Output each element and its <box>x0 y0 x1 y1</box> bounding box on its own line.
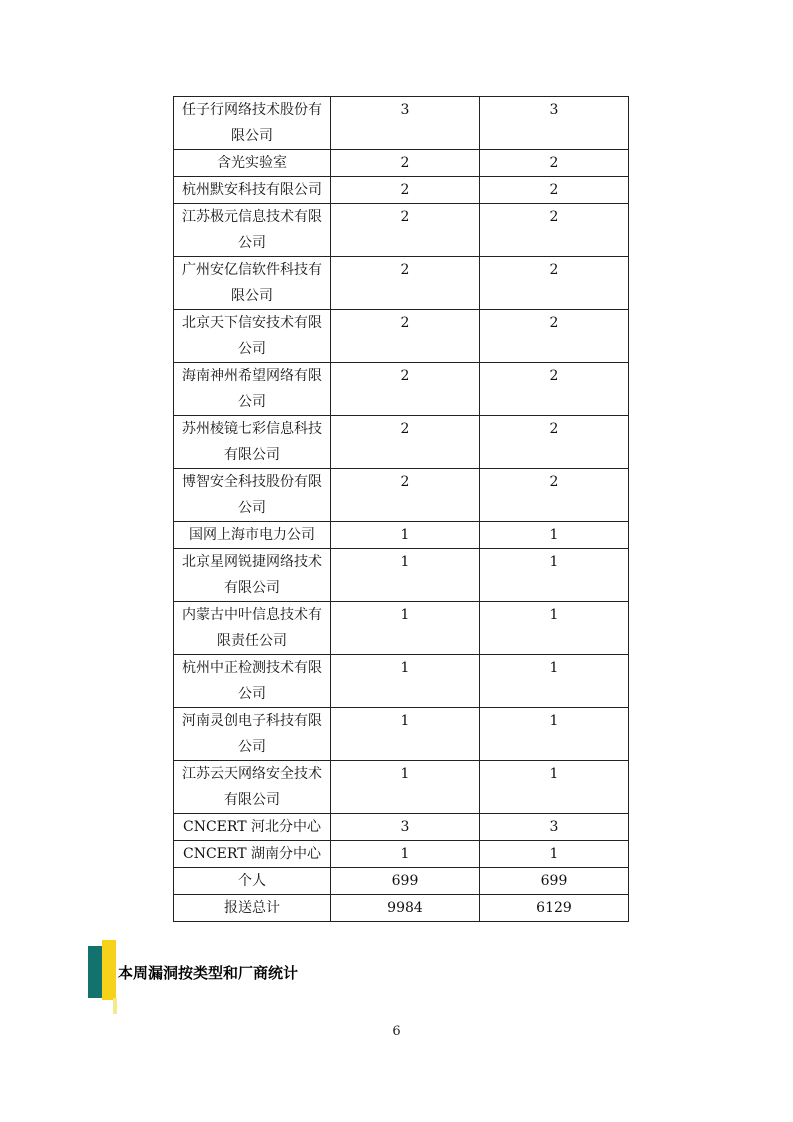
table-row <box>174 761 629 814</box>
count-cell-2: 1 <box>480 841 629 868</box>
count-cell-1: 2 <box>331 204 480 257</box>
count-cell-2: 3 <box>480 814 629 841</box>
heading-accent-yellow-tail <box>113 998 117 1014</box>
count-cell-2: 2 <box>480 416 629 469</box>
reporter-name-cell: 杭州中正检测技术有限公司 <box>174 655 331 708</box>
table-row <box>174 257 629 310</box>
reporter-name-cell: 内蒙古中叶信息技术有限责任公司 <box>174 602 331 655</box>
count-cell-2: 1 <box>480 522 629 549</box>
table-row <box>174 549 629 602</box>
page-number: 6 <box>392 1024 401 1039</box>
count-cell-1: 9984 <box>331 895 480 922</box>
count-cell-1: 1 <box>331 761 480 814</box>
table-row <box>174 708 629 761</box>
vendor-report-table-body <box>174 97 629 922</box>
count-cell-1: 2 <box>331 310 480 363</box>
table-row <box>174 416 629 469</box>
reporter-name-cell: 含光实验室 <box>174 150 331 177</box>
reporter-name-cell: 任子行网络技术股份有限公司 <box>174 97 331 150</box>
count-cell-1: 3 <box>331 97 480 150</box>
reporter-name-cell: CNCERT 河北分中心 <box>174 814 331 841</box>
table-row <box>174 150 629 177</box>
count-cell-2: 2 <box>480 204 629 257</box>
count-cell-2: 1 <box>480 761 629 814</box>
count-cell-1: 3 <box>331 814 480 841</box>
count-cell-1: 1 <box>331 549 480 602</box>
count-cell-1: 2 <box>331 177 480 204</box>
heading-accent-yellow-bar <box>102 940 116 1000</box>
count-cell-2: 1 <box>480 602 629 655</box>
table-row <box>174 814 629 841</box>
vendor-report-table <box>173 96 629 922</box>
reporter-name-cell: 北京天下信安技术有限公司 <box>174 310 331 363</box>
table-row <box>174 97 629 150</box>
reporter-name-cell: 博智安全科技股份有限公司 <box>174 469 331 522</box>
reporter-name-cell: 海南神州希望网络有限公司 <box>174 363 331 416</box>
count-cell-1: 1 <box>331 602 480 655</box>
count-cell-2: 1 <box>480 549 629 602</box>
count-cell-1: 699 <box>331 868 480 895</box>
table-row <box>174 895 629 922</box>
count-cell-2: 699 <box>480 868 629 895</box>
reporter-name-cell: 杭州默安科技有限公司 <box>174 177 331 204</box>
table-row <box>174 602 629 655</box>
count-cell-2: 2 <box>480 177 629 204</box>
count-cell-1: 1 <box>331 522 480 549</box>
table-row <box>174 868 629 895</box>
table-row <box>174 469 629 522</box>
count-cell-1: 2 <box>331 363 480 416</box>
count-cell-2: 2 <box>480 363 629 416</box>
reporter-name-cell: 苏州棱镜七彩信息科技有限公司 <box>174 416 331 469</box>
table-row <box>174 655 629 708</box>
count-cell-1: 2 <box>331 150 480 177</box>
count-cell-2: 3 <box>480 97 629 150</box>
heading-accent-teal-bar <box>88 946 102 998</box>
count-cell-2: 2 <box>480 469 629 522</box>
table-row <box>174 177 629 204</box>
count-cell-1: 1 <box>331 841 480 868</box>
table-row <box>174 522 629 549</box>
count-cell-1: 2 <box>331 257 480 310</box>
table-row <box>174 841 629 868</box>
table-row <box>174 204 629 257</box>
reporter-name-cell: 河南灵创电子科技有限公司 <box>174 708 331 761</box>
reporter-name-cell: 广州安亿信软件科技有限公司 <box>174 257 331 310</box>
count-cell-1: 2 <box>331 416 480 469</box>
count-cell-2: 1 <box>480 708 629 761</box>
count-cell-1: 2 <box>331 469 480 522</box>
table-row <box>174 310 629 363</box>
count-cell-2: 1 <box>480 655 629 708</box>
count-cell-2: 2 <box>480 310 629 363</box>
count-cell-1: 1 <box>331 708 480 761</box>
reporter-name-cell: 个人 <box>174 868 331 895</box>
reporter-name-cell: 江苏云天网络安全技术有限公司 <box>174 761 331 814</box>
reporter-name-cell: 国网上海市电力公司 <box>174 522 331 549</box>
section-heading: 本周漏洞按类型和厂商统计 <box>118 964 299 982</box>
count-cell-2: 2 <box>480 257 629 310</box>
reporter-name-cell: 江苏极元信息技术有限公司 <box>174 204 331 257</box>
table-row <box>174 363 629 416</box>
reporter-name-cell: CNCERT 湖南分中心 <box>174 841 331 868</box>
count-cell-1: 1 <box>331 655 480 708</box>
count-cell-2: 6129 <box>480 895 629 922</box>
reporter-name-cell: 北京星网锐捷网络技术有限公司 <box>174 549 331 602</box>
section-heading-block <box>88 940 488 1015</box>
count-cell-2: 2 <box>480 150 629 177</box>
reporter-name-cell: 报送总计 <box>174 895 331 922</box>
